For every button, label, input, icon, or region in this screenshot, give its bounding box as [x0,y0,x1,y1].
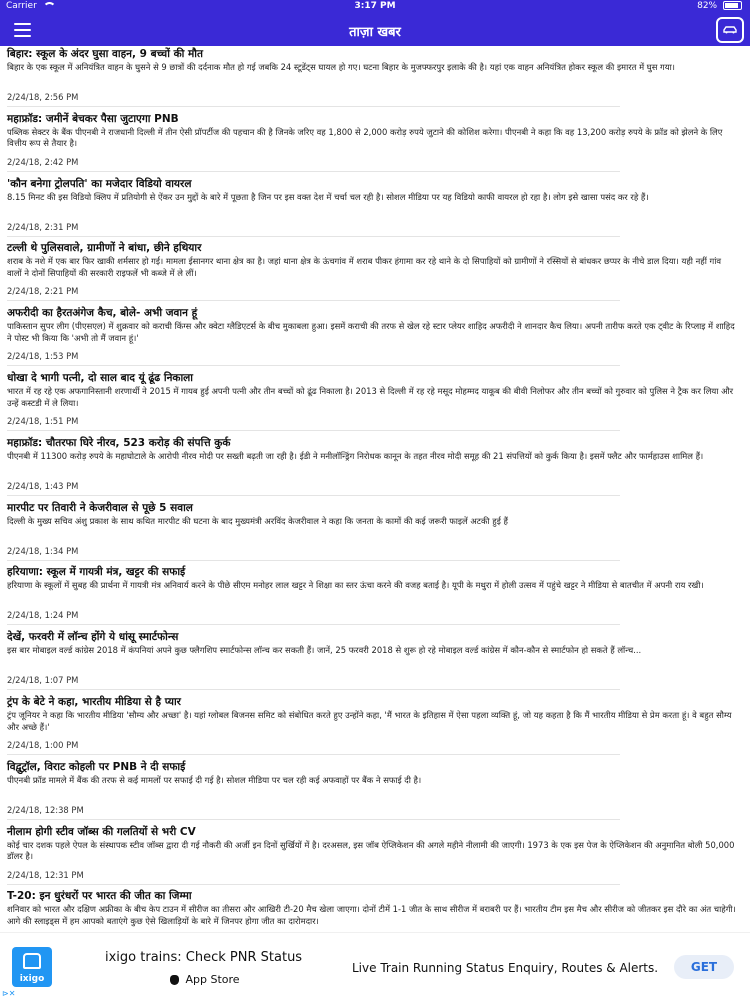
news-title[interactable]: T-20: इन धुरंधरों पर भारत की जीत का जिम्मा [7,890,192,903]
news-timestamp: 2/24/18, 2:42 PM [7,156,79,167]
clock: 3:17 PM [354,1,396,11]
news-title[interactable]: अफरीदी का हैरतअंगेज कैच, बोले- अभी जवान हूं [7,307,198,320]
news-timestamp: 2/24/18, 12:31 PM [7,869,84,880]
divider [7,819,620,820]
battery-icon [723,1,742,10]
news-title[interactable]: महाफ्रॉड: जमीनें बेचकर पैसा जुटाएगा PNB [7,112,179,125]
get-button[interactable]: GET [674,955,734,979]
news-summary: पीएनबी फ्रॉड मामले में बैंक की तरफ से कई मामलों पर सफाई दी गई है। सोशल मीडिया पर चल रही कई अफवाहों पर बैंक ने सफाई दी है। [7,774,422,785]
news-title[interactable]: हरियाणा: स्कूल में गायत्री मंत्र, खट्टर की सफाई [7,566,186,579]
news-timestamp: 2/24/18, 1:00 PM [7,740,79,750]
divider [7,300,620,301]
news-item[interactable] [0,501,750,564]
divider [7,365,620,366]
news-title[interactable]: धोखा दे भागी पत्नी, दो साल बाद यूं ढूंढ निकाला [7,372,194,384]
divider [7,106,620,107]
news-summary: दिल्ली के मुख्य सचिव अंशु प्रकाश के साथ कथित मारपीट की घटना के बाद मुख्यमंत्री अरविंद केजरीवाल ने कहा कि जनता के कामों की कई जरूरी फाइलें अटकी हुई हैं [7,515,508,526]
news-summary: पब्लिक सेक्टर के बैंक पीएनबी ने राजधानी दिल्ली में तीन ऐसी प्रॉपर्टीज की पहचान की है जिनके जरिए वह 1,800 से 2,000 करोड़ रुपये जुटाने की कोशिश करेगा। पीएनबी ने कहा कि वह 13,200 करोड़ रुपये के फ्रॉड को झेलने के लिए वित्तीय रूप से तैयार है। [7,126,723,149]
news-timestamp: 2/24/18, 1:07 PM [7,675,79,686]
news-item[interactable] [0,565,750,628]
ad-title[interactable]: ixigo trains: Check PNR Status [105,950,303,965]
news-timestamp: 2/24/18, 1:24 PM [7,610,79,621]
news-title[interactable]: ट्रंप के बेटे ने कहा, भारतीय मीडिया से है प्यार [7,696,181,708]
news-summary: शराब के नशे में एक बार फिर खाकी शर्मसार हो गई। मामला ईसानगर थाना क्षेत्र का है। जहां थाना क्षेत्र के ऊंचगांव में शराब पीकर हंगामा कर रहे थाने के दो सिपाहियों को ग्रामीणों ने रस्सियों से बांधकर छप्पर के नीचे डाल दिया। यही नहीं गांव वालों ने दोनों सिपाहियों की सरकारी राइफलें भी कब्जे में ले लीं। [7,256,722,278]
news-timestamp: 2/24/18, 2:31 PM [7,221,79,232]
news-title[interactable]: 'कौन बनेगा ट्रोलपति' का मजेदार विडियो वायरल [7,177,192,190]
nav-bar [0,14,750,46]
news-summary: भारत में रह रहे एक अफगानिस्तानी शरणार्थी ने 2015 में गायब हुई अपनी पत्नी और तीन बच्चों को ढूंढ निकाला है। 2013 से दिल्ली में रह रहे मसूद मोहम्मद याकूब की बीवी निलोफर और तीन बच्चों को गुरुवार को पुलिस ने ट्रैक कर लिया और उन्हें कस्टडी में ले लिया। [7,386,734,408]
news-summary: इस बार मोबाइल वर्ल्ड कांग्रेस 2018 में कंपनियां अपने कुछ फ्लैगशिप स्मार्टफोन्स लॉन्च कर सकती हैं। जानें, 25 फरवरी 2018 से शुरू हो रहे मोबाइल वर्ल्ड कांग्रेस में कौन-कौन से स्मार्टफोन हो सकते हैं लॉन्च... [7,645,642,656]
divider [7,430,620,431]
news-item[interactable] [0,371,750,434]
news-summary: पाकिस्तान सुपर लीग (पीएसएल) में शुक्रवार को कराची किंग्स और क्वेटा ग्लैडिएटर्स के बीच मुकाबला हुआ। इसमें कराची की तरफ से खेल रहे स्टार प्लेयर शाहिद अफरीदी ने शानदार कैच लिया। अपनी तारीफ करते एक ट्वीट के रिप्लाइ में शाहिद ने पोस्ट भी किया कि 'अभी तो मैं जवान हूं।' [7,321,735,343]
news-title[interactable]: नीलाम होगी स्टीव जॉब्स की गलतियों से भरी CV [7,825,196,838]
news-summary: कोई चार दशक पहले ऐपल के संस्थापक स्टीव जॉब्स द्वारा दी गई नौकरी की अर्जी इन दिनों सुर्खियों में है। दरअसल, इस जॉब ऐप्लिकेशन की अगले महीने नीलामी की जाएगी। 1973 के एक इस पेज के ऐप्लिकेशन की अनुमानित बोली 50,000 डॉलर है। [7,839,735,862]
divider [7,560,620,561]
news-title[interactable]: महाफ्रॉड: चौतरफा घिरे नीरव, 523 करोड़ की संपत्ति कुर्क [7,436,231,449]
news-item[interactable] [0,241,750,304]
news-summary: पीएनबी में 11300 करोड़ रुपये के महाघोटाले के आरोपी नीरव मोदी पर सख्ती बढ़ती जा रही है। ईडी ने मनीलॉन्ड्रिंग निरोधक कानून के तहत नीरव मोदी समूह की 21 संपत्तियों को कुर्क किया है। इसमें फ्लैट और फार्महाउस शामिल हैं। [7,450,704,461]
news-timestamp: 2/24/18, 1:43 PM [7,480,79,491]
news-item[interactable] [0,760,750,823]
carrier-label: Carrier [6,1,37,11]
train-icon [23,953,41,969]
divider [7,495,620,496]
news-timestamp: 2/24/18, 12:38 PM [7,804,84,815]
news-item[interactable] [0,306,750,369]
divider [7,171,620,172]
divider [7,884,620,885]
news-title[interactable]: विद्वुट्रॉल, विराट कोहली पर PNB ने दी सफाई [7,760,186,773]
news-item[interactable] [0,112,750,175]
news-title[interactable]: टल्ली थे पुलिसवाले, ग्रामीणों ने बांधा, छीने हथियार [7,242,202,255]
news-summary: हरियाणा के स्कूलों में सुबह की प्रार्थना में गायत्री मंत्र अनिवार्य करने के पीछे सीएम मनोहर लाल खट्टर ने शिक्षा का स्तर ऊंचा करने की वजह बताई है। यूपी के मथुरा में होली उत्सव में पहुंचे खट्टर ने मीडिया से बातचीत में अपनी राय रखी। [7,580,704,591]
news-summary: ट्रंप जूनियर ने कहा कि भारतीय मीडिया 'सौम्य और अच्छा' है। यहां ग्लोबल बिजनस समिट को संबोधित करते हुए उन्होंने कहा, 'मैं भारत के इतिहास में ऐसा पहला व्यक्ति हूं, जो यह कहता है कि मैं भारतीय मीडिया से प्रेम करता हूं। वे बहुत सौम्य और अच्छे हैं।' [7,710,732,732]
news-timestamp: 2/24/18, 2:21 PM [7,286,79,297]
news-timestamp: 2/24/18, 1:34 PM [7,545,79,556]
divider [7,624,620,625]
news-title[interactable]: बिहार: स्कूल के अंदर घुसा वाहन, 9 बच्चों की मौत [7,48,204,60]
news-item[interactable] [0,630,750,693]
app-store-label: App Store [185,973,240,986]
battery-percent: 82% [697,1,718,11]
ixigo-logo [12,947,52,987]
logo-label: ixigo [19,974,45,984]
ad-description: Live Train Running Status Enquiry, Routes & Alerts. [352,961,659,975]
ad-choices-icon[interactable]: ⊳✕ [2,989,16,998]
news-summary: शनिवार को भारत और दक्षिण अफ्रीका के बीच केप टाउन में सीरीज का तीसरा और आखिरी टी-20 मैच खेला जाएगा। दोनों टीमें 1-1 जीत के साथ सीरीज में बराबरी पर हैं। भारतीय टीम इस मैच और सीरीज को जीतकर इस दौरे का अंत चाहेगी। आगे की स्लाइड्स में हम आपको बताएंगे कुछ ऐसे खिलाड़ियों के बारे में जिनपर होगा जीत का दारोमदार। [7,904,736,926]
news-timestamp: 2/24/18, 2:56 PM [7,92,79,102]
divider [7,754,620,755]
news-item[interactable] [0,177,750,240]
divider [7,689,620,690]
car-mode-button[interactable] [716,17,744,43]
status-bar [0,0,750,14]
ad-banner[interactable] [0,932,750,1001]
news-timestamp: 2/24/18, 1:51 PM [7,416,79,426]
news-item[interactable] [0,695,750,758]
news-feed[interactable] [0,46,750,932]
car-icon [723,26,737,34]
news-summary: बिहार के एक स्कूल में अनियंत्रित वाहन के घुसने से 9 छात्रों की दर्दनाक मौत हो गई जबकि 24 स्टूडेंट्स घायल हो गए। घटना बिहार के मुजफ्फरपुर इलाके की है। यहां एक वाहन अनियंत्रित होकर स्कूल की इमारत में घुस गया। [7,62,675,72]
page-title: ताज़ा खबर [349,25,401,40]
news-summary: 8.15 मिनट की इस विडियो क्लिप में प्रतियोगी से ऐंकर उन मुद्दों के बारे में पूछता है जिन पर इस वक्त देश में चर्चा चल रही है। सोशल मीडिया पर यह विडियो काफी वायरल हो रहा है। लोग इसे खासा पसंद कर रहे हैं। [7,191,649,202]
apple-icon [170,975,179,985]
news-item[interactable] [0,436,750,499]
divider [7,236,620,237]
news-item[interactable] [0,825,750,888]
news-item[interactable] [0,47,750,110]
news-title[interactable]: देखें, फरवरी में लॉन्च होंगे ये धांसू स्मार्टफोन्स [7,631,179,644]
news-timestamp: 2/24/18, 1:53 PM [7,351,79,362]
news-title[interactable]: मारपीट पर तिवारी ने केजरीवाल से पूछे 5 सवाल [7,501,193,514]
